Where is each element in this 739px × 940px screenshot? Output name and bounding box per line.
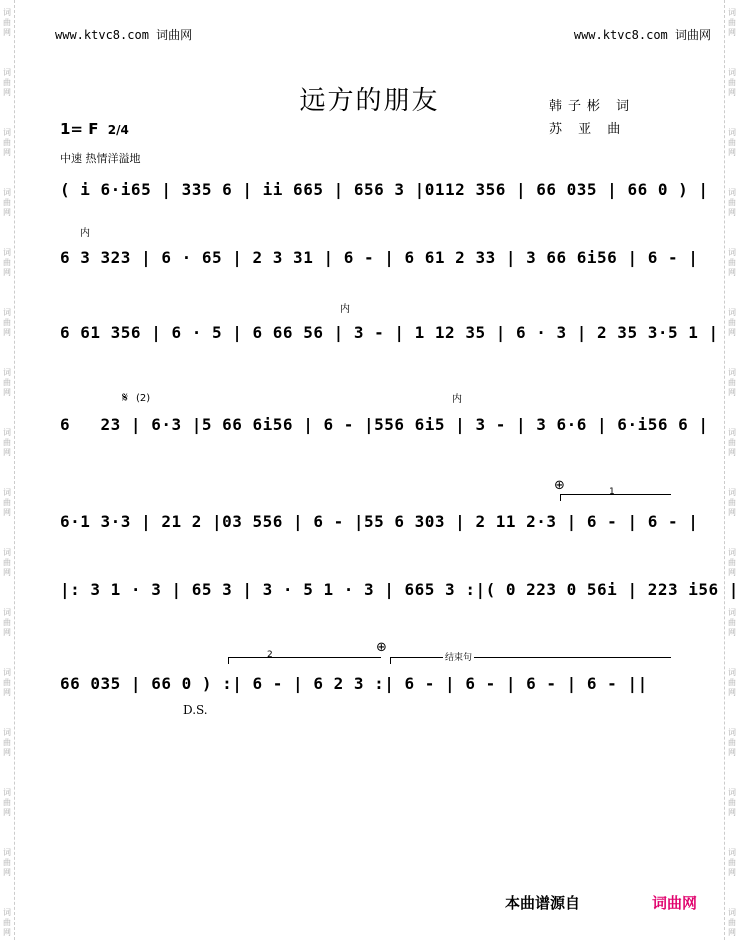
side-watermark-text: 词曲网	[728, 68, 736, 97]
coda-icon-2: ⊕	[376, 640, 387, 655]
key-signature	[60, 120, 129, 138]
side-watermark-text: 词曲网	[3, 908, 11, 937]
side-watermark-text: 词曲网	[3, 668, 11, 697]
song-title: 远方的朋友	[299, 86, 440, 116]
site-header-left[interactable]: www.ktvc8.com 词曲网	[55, 28, 193, 42]
key-text: 1= F	[60, 120, 99, 138]
ending-bracket	[390, 653, 671, 664]
side-watermark-text: 词曲网	[3, 128, 11, 157]
score-line-2: 6 3 323 | 6 · 65 | 2 3 31 | 6 - | 6 61 2 33 | 3 66 6i56 | 6 - |	[60, 248, 699, 267]
side-watermark-text: 词曲网	[3, 248, 11, 277]
side-watermark-text: 词曲网	[728, 248, 736, 277]
side-watermark-text: 词曲网	[3, 788, 11, 817]
side-watermark-text: 词曲网	[3, 428, 11, 457]
side-watermark-text: 词曲网	[728, 308, 736, 337]
site-header-right[interactable]: www.ktvc8.com 词曲网	[573, 28, 711, 42]
side-watermark-text: 词曲网	[728, 368, 736, 397]
side-watermark-text: 词曲网	[728, 668, 736, 697]
side-watermark-text: 词曲网	[728, 548, 736, 577]
side-watermark-text: 词曲网	[728, 728, 736, 757]
ending-label: 结束句	[443, 650, 474, 663]
volta-bracket-1	[560, 487, 671, 501]
source-link[interactable]: 词曲网	[652, 894, 698, 912]
side-watermark-text: 词曲网	[3, 68, 11, 97]
score-line-7: 66 035 | 66 0 ) :| 6 - | 6 2 3 :| 6 - | 6 - | 6 - | 6 - ||	[60, 674, 648, 693]
side-watermark-text: 词曲网	[3, 548, 11, 577]
side-watermark-text: 词曲网	[3, 188, 11, 217]
lyricist-credit: 韩子彬 词	[549, 99, 636, 114]
side-watermark-text: 词曲网	[728, 428, 736, 457]
nei-mark-2: 内	[340, 304, 350, 315]
nei-mark-3: 内	[452, 394, 462, 405]
volta-1-label: 1	[609, 487, 615, 497]
source-label: 本曲谱源自	[505, 894, 581, 912]
composer-credit: 苏 亚 曲	[549, 122, 627, 137]
side-watermark-text: 词曲网	[728, 908, 736, 937]
side-watermark-text: 词曲网	[3, 368, 11, 397]
score-line-1: ( i 6·i65 | 335 6 | ii 665 | 656 3 |0112 356 | 66 035 | 66 0 ) |	[60, 180, 709, 199]
segno-icon: 𝄋	[122, 390, 129, 406]
side-watermark-text: 词曲网	[728, 8, 736, 37]
ds-mark: D.S.	[183, 703, 208, 717]
score-line-6: |: 3 1 · 3 | 65 3 | 3 · 5 1 · 3 | 665 3 :|( 0 223 0 56i | 223 i56 |	[60, 580, 739, 599]
tempo-marking: 中速 热情洋溢地	[60, 152, 141, 165]
score-line-4: 6 23 | 6·3 |5 66 6i56 | 6 - |556 6i5 | 3 - | 3 6·6 | 6·i56 6 |	[60, 415, 709, 434]
side-watermark-text: 词曲网	[728, 188, 736, 217]
segno-count: (2)	[136, 393, 151, 404]
volta-bracket-2	[228, 650, 381, 664]
side-watermark-text: 词曲网	[728, 128, 736, 157]
right-watermark-strip	[724, 0, 739, 940]
side-watermark-text: 词曲网	[3, 848, 11, 877]
coda-icon-1: ⊕	[554, 478, 565, 493]
side-watermark-text: 词曲网	[728, 848, 736, 877]
side-watermark-text: 词曲网	[3, 728, 11, 757]
score-line-3: 6 61 356 | 6 · 5 | 6 66 56 | 3 - | 1 12 35 | 6 · 3 | 2 35 3·5 1 |	[60, 323, 719, 342]
left-watermark-strip	[0, 0, 15, 940]
nei-mark-1: 内	[80, 228, 90, 239]
time-signature: 2/4	[107, 123, 129, 137]
side-watermark-text: 词曲网	[3, 308, 11, 337]
side-watermark-text: 词曲网	[3, 8, 11, 37]
side-watermark-text: 词曲网	[728, 488, 736, 517]
score-line-5: 6·1 3·3 | 21 2 |03 556 | 6 - |55 6 303 | 2 11 2·3 | 6 - | 6 - |	[60, 512, 699, 531]
volta-2-label: 2	[267, 650, 273, 660]
side-watermark-text: 词曲网	[728, 788, 736, 817]
side-watermark-text: 词曲网	[3, 608, 11, 637]
side-watermark-text: 词曲网	[3, 488, 11, 517]
side-watermark-text: 词曲网	[728, 608, 736, 637]
